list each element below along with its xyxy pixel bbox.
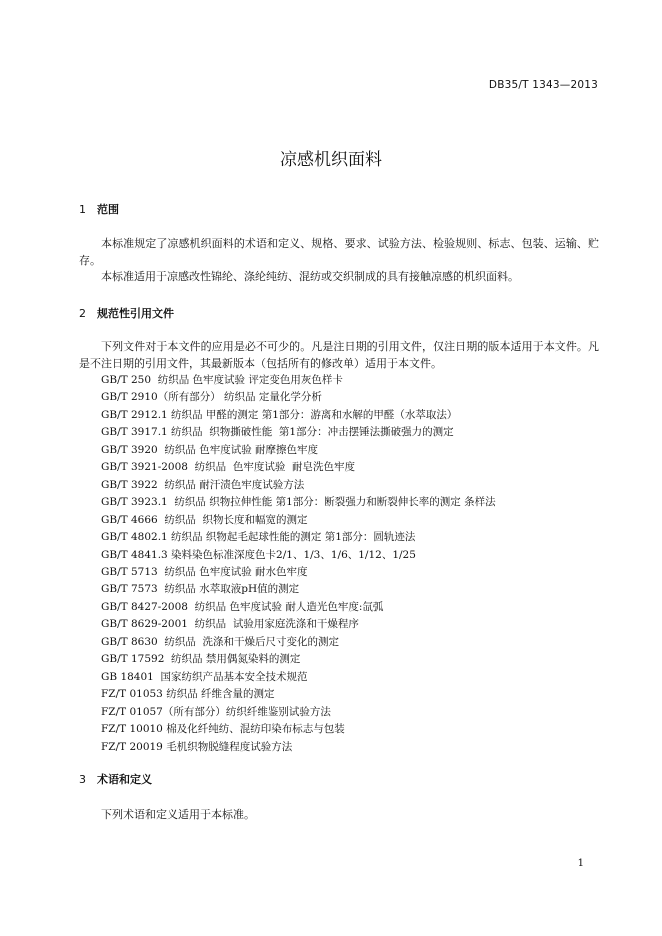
reference-item: GB/T 5713 纺织品 色牢度试验 耐水色牢度 bbox=[101, 565, 308, 578]
reference-item: GB/T 4802.1 纺织品 织物起毛起球性能的测定 第1部分：圆轨迹法 bbox=[101, 531, 416, 544]
reference-item: GB/T 3922 纺织品 耐汗渍色牢度试验方法 bbox=[101, 478, 305, 491]
reference-item: GB/T 8630 纺织品 洗涤和干燥后尺寸变化的测定 bbox=[101, 635, 340, 648]
standard-code: DB35/T 1343—2013 bbox=[488, 79, 598, 91]
reference-item: GB/T 4841.3 染料染色标准深度色卡2/1、1/3、1/6、1/12、1/25 bbox=[101, 548, 416, 561]
section-2-paragraph-1: 下列文件对于本文件的应用是必不可少的。凡是注日期的引用文件，仅注日期的版本适用于本文件。凡是不注日期的引用文件，其最新版本（包括所有的修改单）适用于本文件。 bbox=[79, 340, 599, 370]
section-3-paragraph-1: 下列术语和定义适用于本标准。 bbox=[101, 808, 255, 821]
reference-item: GB/T 3921-2008 纺织品 色牢度试验 耐皂洗色牢度 bbox=[101, 461, 355, 474]
reference-item: GB/T 250 纺织品 色牢度试验 评定变色用灰色样卡 bbox=[101, 374, 343, 386]
reference-item: GB/T 8629-2001 纺织品 试验用家庭洗涤和干燥程序 bbox=[101, 618, 359, 631]
page-number: 1 bbox=[577, 858, 584, 869]
section-1-paragraph-2: 本标准适用于凉感改性锦纶、涤纶纯纺、混纺或交织制成的具有接触凉感的机织面料。 bbox=[101, 270, 519, 283]
document-title: 凉感机织面料 bbox=[280, 150, 382, 170]
reference-item: FZ/T 01057（所有部分）纺织纤维鉴别试验方法 bbox=[101, 705, 331, 718]
section-number: 3 bbox=[79, 773, 86, 786]
reference-item: GB/T 3917.1 纺织品 织物撕破性能 第1部分：冲击摆锤法撕破强力的测定 bbox=[101, 426, 454, 439]
reference-item: GB/T 4666 纺织品 织物长度和幅宽的测定 bbox=[101, 513, 308, 526]
section-title: 范围 bbox=[97, 203, 119, 216]
reference-item: GB/T 8427-2008 纺织品 色牢度试验 耐人造光色牢度:氙弧 bbox=[101, 600, 384, 613]
section-1-heading bbox=[79, 201, 119, 217]
reference-item: GB/T 2912.1 纺织品 甲醛的测定 第1部分：游离和水解的甲醛（水萃取法） bbox=[101, 408, 458, 421]
reference-item: GB/T 2910（所有部分） 纺织品 定量化学分析 bbox=[101, 391, 322, 404]
section-title: 规范性引用文件 bbox=[97, 307, 174, 320]
normative-references-list bbox=[101, 372, 496, 756]
reference-item: FZ/T 01053 纺织品 纤维含量的测定 bbox=[101, 688, 275, 701]
section-number: 2 bbox=[79, 307, 86, 320]
reference-item: GB/T 7573 纺织品 水萃取液pH值的测定 bbox=[101, 583, 300, 596]
section-number: 1 bbox=[79, 203, 86, 216]
section-title: 术语和定义 bbox=[97, 773, 152, 786]
section-2-heading bbox=[79, 305, 174, 321]
section-3-heading bbox=[79, 771, 152, 787]
reference-item: FZ/T 10010 棉及化纤纯纺、混纺印染布标志与包装 bbox=[101, 723, 345, 736]
section-1-paragraph-1: 本标准规定了凉感机织面料的术语和定义、规格、要求、试验方法、检验规则、标志、包装、运输、贮存。 bbox=[79, 237, 599, 267]
reference-item: GB/T 3920 纺织品 色牢度试验 耐摩擦色牢度 bbox=[101, 443, 319, 456]
reference-item: GB 18401 国家纺织产品基本安全技术规范 bbox=[101, 670, 308, 683]
reference-item: FZ/T 20019 毛机织物脱缝程度试验方法 bbox=[101, 740, 293, 753]
reference-item: GB/T 17592 纺织品 禁用偶氮染料的测定 bbox=[101, 653, 301, 666]
reference-item: GB/T 3923.1 纺织品 织物拉伸性能 第1部分：断裂强力和断裂伸长率的测定 条样法 bbox=[101, 496, 496, 509]
